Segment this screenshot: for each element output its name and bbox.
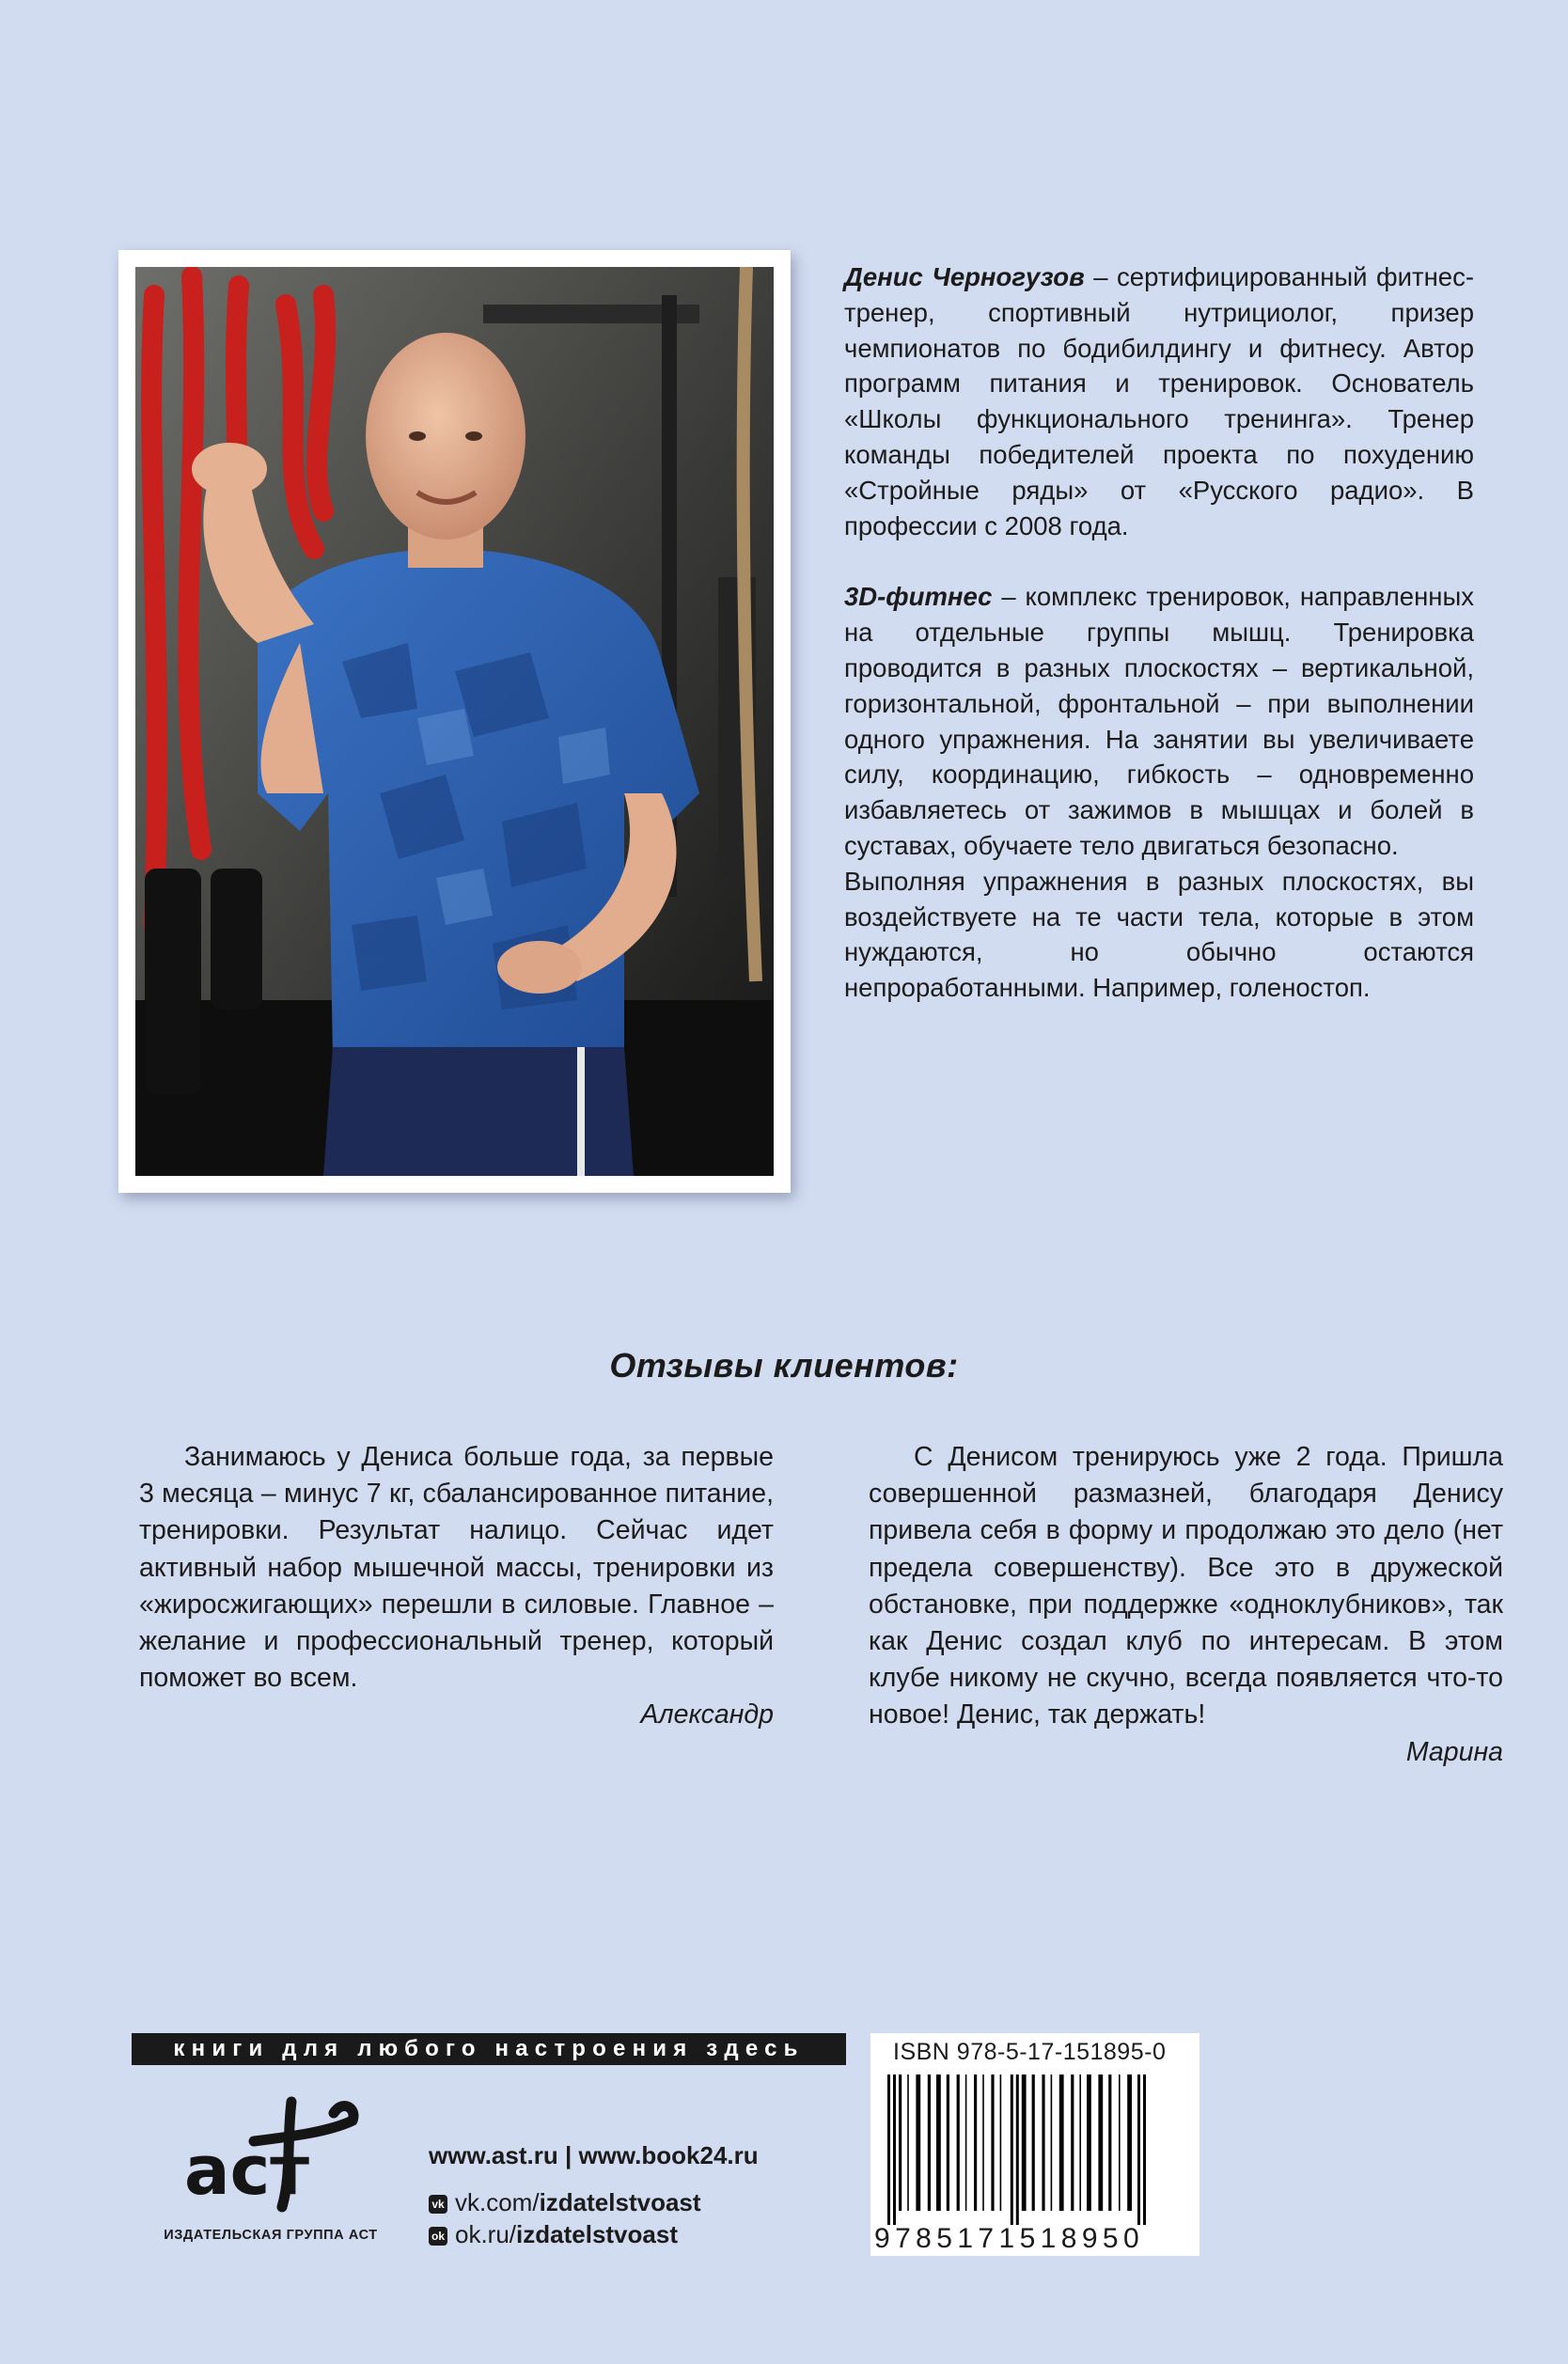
publisher-caption: ИЗДАТЕЛЬСКАЯ ГРУППА АСТ bbox=[164, 2228, 378, 2243]
barcode-bar bbox=[991, 2074, 994, 2211]
review-item bbox=[139, 1439, 774, 1734]
barcode-bar bbox=[936, 2074, 941, 2211]
barcode-bar bbox=[974, 2074, 977, 2211]
barcode-bar bbox=[1022, 2074, 1027, 2211]
vk-prefix: vk.com/ bbox=[455, 2188, 540, 2216]
vk-handle: izdatelstvoast bbox=[539, 2188, 701, 2216]
ok-icon: ok bbox=[429, 2227, 447, 2246]
barcode-bar bbox=[887, 2074, 890, 2225]
barcode-bar bbox=[1108, 2074, 1111, 2211]
barcode-bar bbox=[1137, 2074, 1140, 2225]
barcode-bar bbox=[1000, 2074, 1002, 2211]
barcode-bar bbox=[1011, 2074, 1013, 2225]
review-text: Занимаюсь у Дениса больше года, за первые 3 месяца – минус 7 кг, сбалансированное питание, тренировки. Результат налицо. Сейчас идет активный набор мышечной массы, тренировки из «жиросжигающих» перешли в силовые. Главное – желание и профессиональный тренер, который поможет во всем. bbox=[139, 1442, 774, 1694]
vk-icon: vk bbox=[429, 2195, 447, 2214]
ast-logo bbox=[150, 2085, 376, 2216]
author-bio bbox=[844, 259, 1474, 1006]
barcode-bar bbox=[947, 2074, 949, 2211]
reviews-title: Отзывы клиентов: bbox=[609, 1346, 959, 1385]
review-item bbox=[869, 1439, 1503, 1771]
barcode-bar bbox=[1032, 2074, 1035, 2211]
term-text: – комплекс тренировок, направленных на отдельные группы мышц. Тренировка проводится в разных плоскостях – вертикальной, горизонтальной, фронтальной – при выполнении одного упражнения. На занятии вы увеличиваете силу, координацию, гибкость – одновременно избавляетесь от зажимов в мышцах и болей в суставах, обучаете тело двигаться безопасно. bbox=[844, 582, 1474, 860]
barcode-bar bbox=[907, 2074, 909, 2211]
barcode bbox=[884, 2074, 1186, 2225]
term-name: 3D-фитнес bbox=[844, 582, 993, 612]
publisher-slogan: книги для любого настроения здесь bbox=[132, 2033, 846, 2065]
review-text: С Денисом тренируюсь уже 2 года. Пришла совершенной размазней, благодаря Денису привела себя в форму и продолжаю это дело (нет предела совершенству). Все это в дружеской обстановке, при поддержке «одноклубников», так как Денис создал клуб по интересам. В этом клубе никому не скучно, всегда появляется что-то новое! Денис, так держать! bbox=[869, 1442, 1503, 1730]
bio-paragraph bbox=[844, 259, 1474, 543]
barcode-bar bbox=[1059, 2074, 1064, 2211]
bio-text: – сертифицированный фитнес-тренер, спортивный нутрициолог, призер чемпионатов по бодибилдингу и фитнесу. Автор программ питания и тренировок. Основатель «Школы функционального тренинга». Тренер команды победителей проекта по похудению «Стройные ряды» от «Русского радио». В профессии с 2008 года. bbox=[844, 262, 1474, 540]
barcode-bar bbox=[1042, 2074, 1044, 2211]
review-author: Марина bbox=[1405, 1736, 1503, 1767]
barcode-bar bbox=[916, 2074, 920, 2211]
trainer-photo-frame bbox=[118, 250, 791, 1193]
ok-handle: izdatelstvoast bbox=[516, 2220, 678, 2248]
barcode-bar bbox=[1119, 2074, 1121, 2211]
barcode-bar bbox=[1143, 2074, 1146, 2225]
websites-link[interactable]: www.ast.ru | www.book24.ru bbox=[429, 2141, 759, 2169]
barcode-bar bbox=[957, 2074, 960, 2211]
logo-text: аст bbox=[184, 2131, 309, 2210]
vk-link[interactable] bbox=[429, 2188, 701, 2217]
barcode-bar bbox=[899, 2074, 902, 2211]
ok-link[interactable] bbox=[429, 2220, 678, 2249]
isbn-block bbox=[870, 2033, 1200, 2256]
ok-prefix: ok.ru/ bbox=[455, 2220, 517, 2248]
barcode-bar bbox=[1098, 2074, 1103, 2211]
barcode-bar bbox=[928, 2074, 931, 2211]
barcode-bar bbox=[1079, 2074, 1081, 2211]
barcode-digits: 9785171518950 bbox=[874, 2223, 1145, 2254]
term-paragraph bbox=[844, 579, 1474, 863]
trainer-photo bbox=[135, 267, 774, 1176]
barcode-bar bbox=[1051, 2074, 1053, 2211]
extra-paragraph: Выполняя упражнения в разных плоскостях, вы воздействуете на те части тела, которые в этом нуждаются, но обычно остаются непроработанными. Например, голеностоп. bbox=[844, 866, 1474, 1003]
barcode-bar bbox=[1016, 2074, 1019, 2225]
barcode-bar bbox=[1127, 2074, 1132, 2211]
barcode-bar bbox=[893, 2074, 896, 2225]
author-name: Денис Черногузов bbox=[844, 262, 1085, 291]
publisher-links bbox=[429, 2141, 759, 2181]
barcode-bar bbox=[1071, 2074, 1074, 2211]
barcode-bar bbox=[1087, 2074, 1091, 2211]
barcode-bar bbox=[965, 2074, 967, 2211]
isbn-label: ISBN 978-5-17-151895-0 bbox=[893, 2039, 1167, 2065]
barcode-bar bbox=[982, 2074, 984, 2211]
review-author: Александр bbox=[640, 1699, 774, 1730]
